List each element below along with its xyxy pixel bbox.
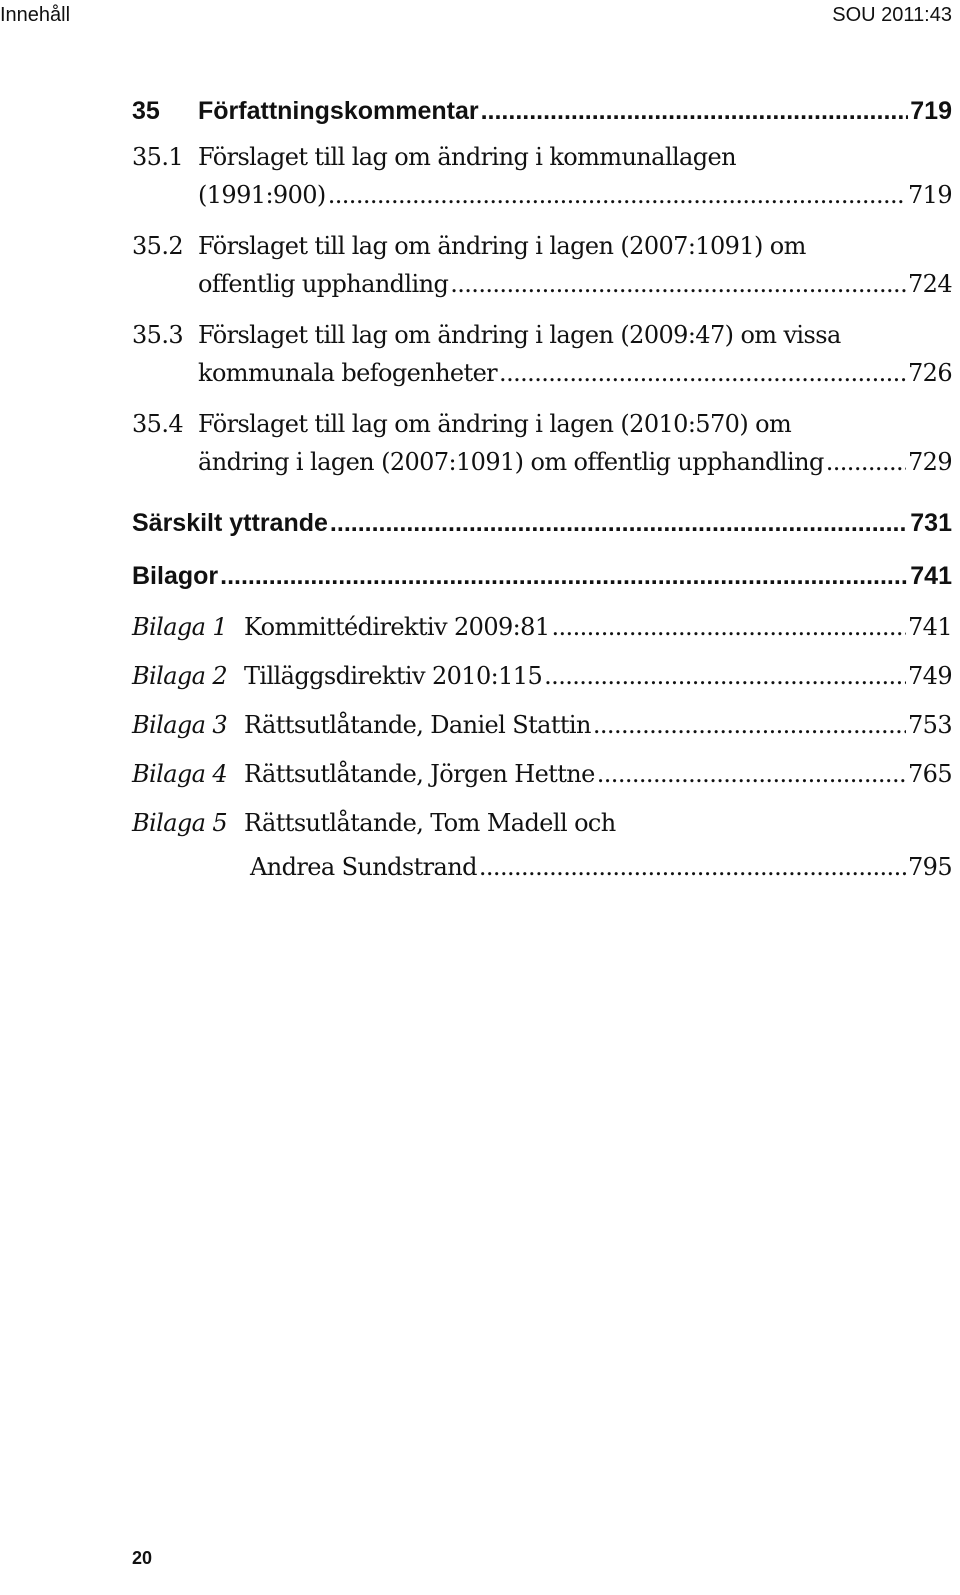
toc-appendix-label: Bilaga 1 [132,613,228,641]
toc-entry-page: 795 [907,853,952,881]
toc-section-35-2[interactable] [132,227,952,303]
toc-entry-page: 726 [907,359,952,387]
toc-entry-page: 749 [907,662,952,690]
toc-entry-title: Tilläggsdirektiv 2010:115 [244,662,543,690]
dot-leader [593,701,906,750]
toc-bilagor[interactable] [132,551,952,601]
dot-leader [597,750,906,799]
dot-leader [328,176,906,214]
toc-section-35-1[interactable] [132,138,952,214]
toc-sarskilt-yttrande[interactable] [132,498,952,548]
toc-entry-number: 35.4 [132,410,184,438]
toc-entry-title-continued: ändring i lagen (2007:1091) om offentlig upphandling [198,448,824,476]
toc-appendix-label: Bilaga 4 [132,760,228,788]
toc-entry-page: 719 [907,181,952,209]
toc-bilaga-4[interactable] [132,750,952,799]
toc-entry-number: 35.3 [132,321,184,349]
toc-entry-page: 724 [907,270,952,298]
header-report-id: SOU 2011:43 [832,4,952,26]
toc-entry-title: Förslaget till lag om ändring i lagen (2010:570) om [198,410,792,438]
toc-entry-page: 741 [910,562,952,590]
toc-entry-number: 35.2 [132,232,184,260]
toc-entry-title: Förslaget till lag om ändring i lagen (2009:47) om vissa [198,321,841,349]
toc-appendix-label: Bilaga 2 [132,662,228,690]
dot-leader [450,265,906,303]
dot-leader [544,652,906,701]
toc-entry-title: Rättsutlåtande, Jörgen Hettne [244,760,595,788]
toc-section-35-4[interactable] [132,405,952,481]
toc-bilaga-3[interactable] [132,701,952,750]
dot-leader [499,354,906,392]
page-header [0,4,960,34]
toc-entry-title-continued: Andrea Sundstrand [250,853,477,881]
toc-entry-page: 753 [907,711,952,739]
toc-entry-number: 35 [132,97,160,125]
toc-entry-title: Förslaget till lag om ändring i lagen (2007:1091) om [198,232,806,260]
dot-leader [330,498,908,548]
toc-entry-title: Rättsutlåtande, Daniel Stattin [244,711,591,739]
toc-entry-page: 731 [910,509,952,537]
toc-entry-title: Förslaget till lag om ändring i kommunallagen [198,143,736,171]
toc-entry-page: 741 [907,613,952,641]
toc-section-35-3[interactable] [132,316,952,392]
toc-entry-title: Rättsutlåtande, Tom Madell och [244,809,616,837]
toc-appendix-label: Bilaga 5 [132,809,228,837]
toc-entry-title: Särskilt yttrande [132,509,328,537]
toc-entry-title-continued: offentlig upphandling [198,270,449,298]
page-number: 20 [132,1548,153,1568]
toc-entry-page: 719 [910,97,952,125]
toc-entry-title: Författningskommentar [198,97,479,125]
dot-leader [479,848,906,886]
toc-entry-title-continued: kommunala befogenheter [198,359,498,387]
dot-leader [552,603,906,652]
table-of-contents [132,86,952,886]
toc-entry-title: Kommittédirektiv 2009:81 [244,613,550,641]
dot-leader [481,86,909,136]
toc-entry-page: 729 [907,448,952,476]
toc-entry-title: Bilagor [132,562,219,590]
toc-entry-title-continued: (1991:900) [198,181,326,209]
toc-bilaga-2[interactable] [132,652,952,701]
dot-leader [826,443,906,481]
header-section-title: Innehåll [0,4,71,26]
toc-entry-number: 35.1 [132,143,184,171]
toc-bilaga-1[interactable] [132,603,952,652]
dot-leader [220,551,908,601]
toc-bilaga-5[interactable] [132,799,952,886]
toc-entry-page: 765 [907,760,952,788]
toc-appendix-label: Bilaga 3 [132,711,228,739]
toc-chapter-35[interactable] [132,86,952,136]
